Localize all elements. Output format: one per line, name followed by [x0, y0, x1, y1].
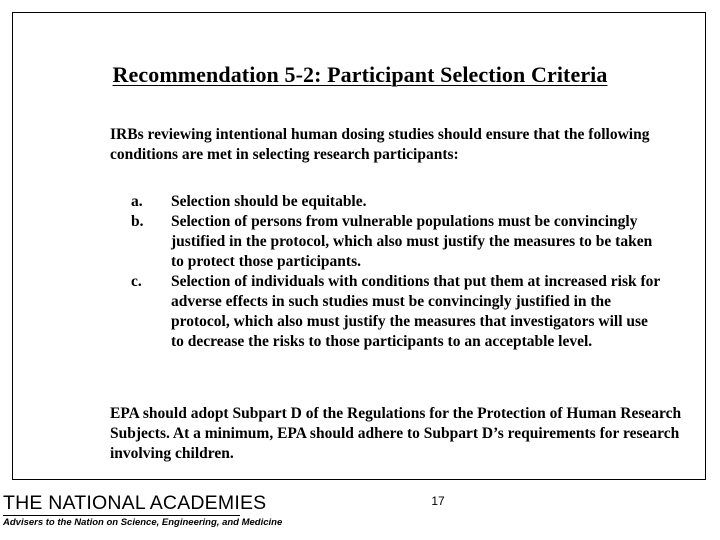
list-item [131, 192, 691, 212]
page-number: 17 [431, 494, 445, 508]
national-academies-logo [3, 492, 282, 528]
intro-paragraph: IRBs reviewing intentional human dosing studies should ensure that the following conditions are met in selecting research participants: [110, 126, 650, 163]
list-item [131, 212, 691, 272]
list-item-text: Selection of individuals with conditions that put them at increased risk for adverse effects in such studies must be convincingly justified in the protocol, which also must justify the measures that investigators will use to decrease the risks to those participants to an acceptable level. [171, 273, 661, 350]
list-marker: b. [131, 213, 144, 230]
logo-divider [3, 515, 240, 516]
list-item [131, 272, 691, 352]
list-item-text: Selection of persons from vulnerable populations must be convincingly justified in the protocol, which also must justify the measures to be taken to protect those participants. [171, 213, 653, 270]
slide-title: Recommendation 5-2: Participant Selection Criteria [112, 62, 608, 87]
list-marker: c. [131, 273, 142, 290]
list-item-text: Selection should be equitable. [171, 193, 367, 210]
criteria-list [131, 192, 691, 352]
logo-name: THE NATIONAL ACADEMIES [3, 492, 267, 514]
list-marker: a. [131, 193, 143, 210]
slide-frame [12, 12, 706, 480]
logo-tagline: Advisers to the Nation on Science, Engineering, and Medicine [3, 517, 283, 528]
closing-paragraph: EPA should adopt Subpart D of the Regulations for the Protection of Human Research Subjects. At a minimum, EPA should adhere to Subpart D’s requirements for research involving children. [110, 405, 682, 462]
